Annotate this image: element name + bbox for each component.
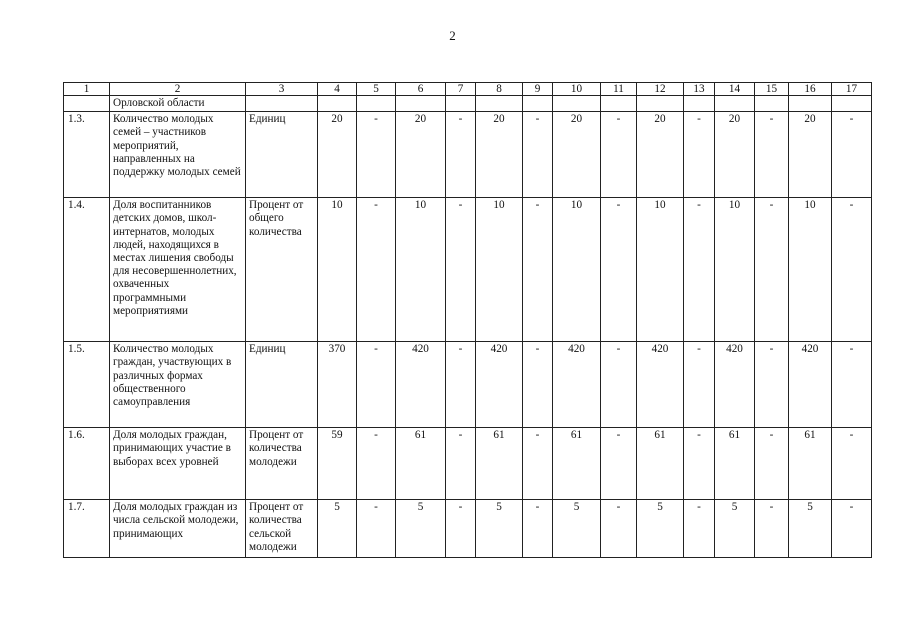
- value-cell: -: [357, 198, 396, 342]
- value-cell: -: [832, 428, 872, 500]
- row-code: 1.7.: [64, 500, 110, 558]
- value-cell: 61: [637, 428, 684, 500]
- header-cell: 9: [523, 83, 553, 96]
- value-cell: 61: [789, 428, 832, 500]
- header-cell: 13: [684, 83, 715, 96]
- value-cell: 420: [789, 342, 832, 428]
- value-cell: 10: [553, 198, 601, 342]
- value-cell: -: [357, 500, 396, 558]
- header-cell: 7: [446, 83, 476, 96]
- value-cell: -: [684, 342, 715, 428]
- value-cell: 420: [637, 342, 684, 428]
- value-cell: 10: [396, 198, 446, 342]
- header-cell: 17: [832, 83, 872, 96]
- row-code: 1.5.: [64, 342, 110, 428]
- header-cell: 6: [396, 83, 446, 96]
- value-cell: 420: [476, 342, 523, 428]
- value-cell: -: [601, 112, 637, 198]
- row-code: 1.4.: [64, 198, 110, 342]
- value-cell: -: [755, 342, 789, 428]
- value-cell: -: [357, 428, 396, 500]
- value-cell: 61: [715, 428, 755, 500]
- header-cell: 11: [601, 83, 637, 96]
- header-cell: 3: [246, 83, 318, 96]
- continuation-row: [64, 96, 872, 112]
- row-unit: Единиц: [246, 112, 318, 198]
- value-cell: 420: [715, 342, 755, 428]
- row-code: 1.6.: [64, 428, 110, 500]
- value-cell: 5: [715, 500, 755, 558]
- value-cell: 10: [789, 198, 832, 342]
- value-cell: 370: [318, 342, 357, 428]
- value-cell: -: [523, 342, 553, 428]
- value-cell: -: [446, 500, 476, 558]
- value-cell: 61: [476, 428, 523, 500]
- row-name: Доля молодых граждан, принимающих участие в выборах всех уровней: [110, 428, 246, 500]
- value-cell: -: [684, 198, 715, 342]
- header-cell: 16: [789, 83, 832, 96]
- value-cell: -: [446, 342, 476, 428]
- header-cell: 15: [755, 83, 789, 96]
- value-cell: -: [357, 342, 396, 428]
- value-cell: -: [523, 112, 553, 198]
- row-unit: Процент от количества молодежи: [246, 428, 318, 500]
- value-cell: 420: [553, 342, 601, 428]
- value-cell: -: [684, 112, 715, 198]
- header-cell: 8: [476, 83, 523, 96]
- value-cell: -: [684, 500, 715, 558]
- value-cell: 5: [553, 500, 601, 558]
- row-name: Количество молодых семей – участников мероприятий, направленных на поддержку молодых семей: [110, 112, 246, 198]
- value-cell: 20: [715, 112, 755, 198]
- value-cell: 5: [476, 500, 523, 558]
- indicators-table: [63, 82, 872, 558]
- value-cell: 10: [476, 198, 523, 342]
- table-row: [64, 198, 872, 342]
- header-cell: 5: [357, 83, 396, 96]
- value-cell: -: [755, 428, 789, 500]
- value-cell: -: [446, 112, 476, 198]
- row-code: 1.3.: [64, 112, 110, 198]
- value-cell: 20: [396, 112, 446, 198]
- continuation-cell: Орловской области: [110, 96, 246, 112]
- value-cell: 10: [318, 198, 357, 342]
- value-cell: -: [832, 112, 872, 198]
- value-cell: 20: [476, 112, 523, 198]
- value-cell: -: [601, 342, 637, 428]
- header-cell: 1: [64, 83, 110, 96]
- value-cell: -: [601, 198, 637, 342]
- value-cell: 61: [553, 428, 601, 500]
- value-cell: -: [755, 112, 789, 198]
- value-cell: -: [832, 500, 872, 558]
- value-cell: -: [523, 198, 553, 342]
- value-cell: -: [601, 500, 637, 558]
- value-cell: -: [684, 428, 715, 500]
- value-cell: -: [755, 500, 789, 558]
- table-row: [64, 500, 872, 558]
- value-cell: -: [832, 198, 872, 342]
- value-cell: 20: [553, 112, 601, 198]
- value-cell: -: [755, 198, 789, 342]
- table-row: [64, 342, 872, 428]
- row-unit: Процент от количества сельской молодежи: [246, 500, 318, 558]
- value-cell: 420: [396, 342, 446, 428]
- header-cell: 2: [110, 83, 246, 96]
- header-cell: 12: [637, 83, 684, 96]
- value-cell: 5: [318, 500, 357, 558]
- row-unit: Процент от общего количества: [246, 198, 318, 342]
- value-cell: 61: [396, 428, 446, 500]
- value-cell: 20: [789, 112, 832, 198]
- row-name: Доля молодых граждан из числа сельской молодежи, принимающих: [110, 500, 246, 558]
- header-cell: 14: [715, 83, 755, 96]
- row-unit: Единиц: [246, 342, 318, 428]
- header-row: [64, 83, 872, 96]
- value-cell: -: [357, 112, 396, 198]
- value-cell: -: [523, 500, 553, 558]
- value-cell: -: [446, 428, 476, 500]
- header-cell: 4: [318, 83, 357, 96]
- value-cell: 10: [715, 198, 755, 342]
- value-cell: -: [601, 428, 637, 500]
- value-cell: 10: [637, 198, 684, 342]
- row-name: Количество молодых граждан, участвующих в различных формах общественного самоуправления: [110, 342, 246, 428]
- table-row: [64, 112, 872, 198]
- row-name: Доля воспитанников детских домов, школ-интернатов, молодых людей, находящихся в местах лишения свободы для несовершеннолетних, охваченных программными мероприятиями: [110, 198, 246, 342]
- value-cell: 20: [637, 112, 684, 198]
- value-cell: -: [832, 342, 872, 428]
- value-cell: 5: [637, 500, 684, 558]
- value-cell: -: [523, 428, 553, 500]
- value-cell: 20: [318, 112, 357, 198]
- value-cell: 59: [318, 428, 357, 500]
- value-cell: -: [446, 198, 476, 342]
- value-cell: 5: [789, 500, 832, 558]
- table-row: [64, 428, 872, 500]
- page-number: 2: [449, 28, 456, 43]
- header-cell: 10: [553, 83, 601, 96]
- value-cell: 5: [396, 500, 446, 558]
